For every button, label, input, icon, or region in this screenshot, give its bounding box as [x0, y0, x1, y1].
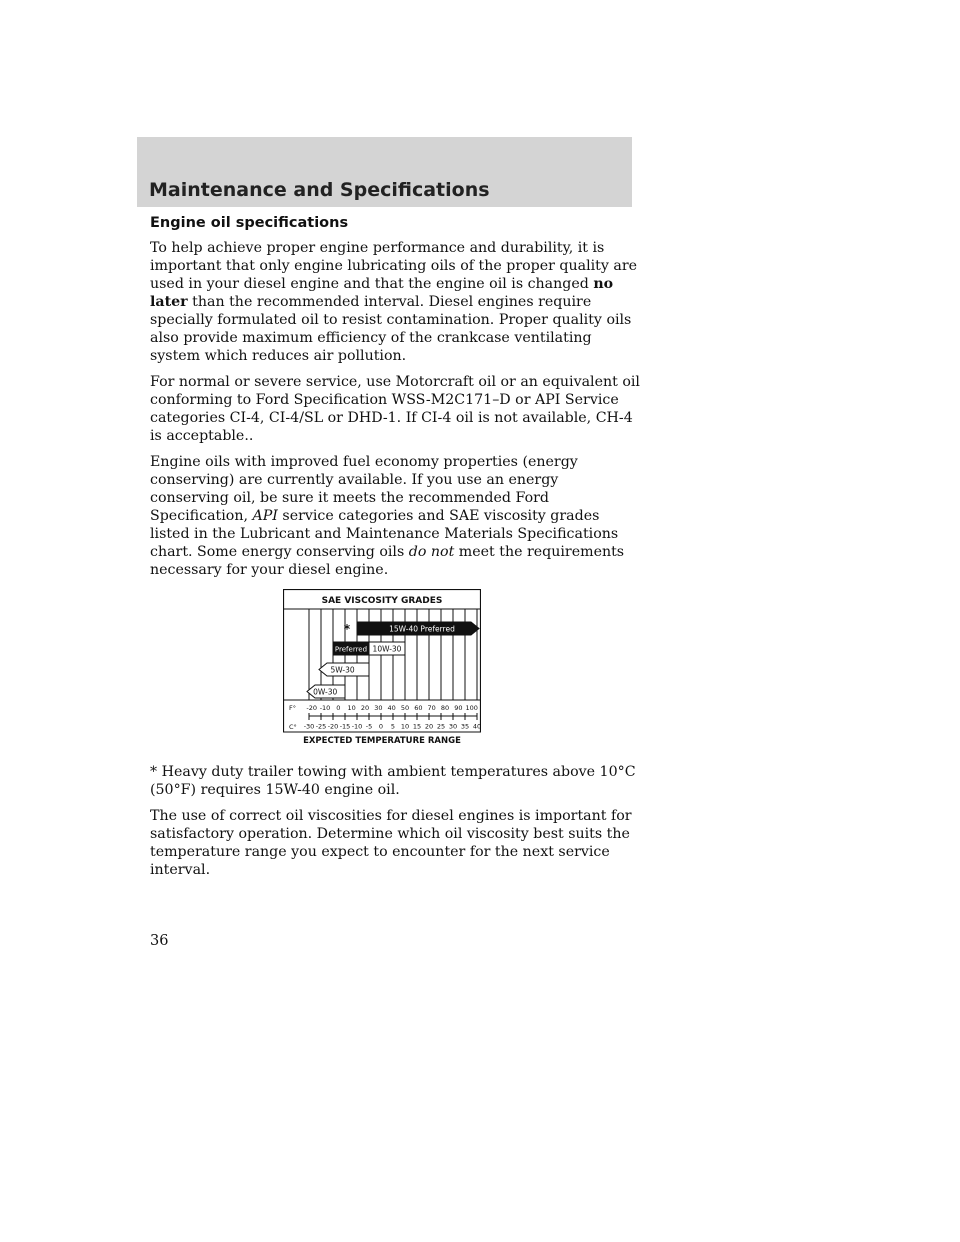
p3-italic-do-not: do not: [408, 544, 455, 560]
celsius-tick-label: 0: [378, 722, 384, 731]
paragraph-viscosity-choice: The use of correct oil viscosities for diesel engines is important for satisfactory operation. Determine which oil viscosity best suits the temperature range you expect to encounter for the next service interval.: [150, 808, 632, 878]
celsius-tick-label: -20: [327, 722, 339, 731]
header-band: [137, 137, 632, 207]
celsius-tick-label: 40: [472, 722, 481, 731]
fahrenheit-tick-label: -20: [306, 704, 317, 712]
celsius-tick-label: 5: [390, 722, 396, 731]
celsius-tick-label: -15: [339, 722, 351, 731]
paragraph-oil-quality: [150, 239, 640, 365]
celsius-tick-label: 30: [448, 722, 458, 731]
footnote: * Heavy duty trailer towing with ambient temperatures above 10°C (50°F) requires 15W-40 engine oil.: [150, 764, 636, 798]
page-number: 36: [150, 933, 169, 949]
fahrenheit-tick-label: 60: [414, 704, 423, 712]
fahrenheit-tick-label: 80: [440, 704, 450, 712]
celsius-tick-label: 10: [400, 722, 410, 731]
bar-label: 5W-30: [330, 665, 355, 675]
p1-bold-no-later: no later: [150, 276, 614, 310]
celsius-tick-label: 25: [436, 722, 446, 731]
p3-text-before: Engine oils with improved fuel economy properties (energy conserving) are currently available. If you use an energy conserving oil, be sure it meets the recommended Ford Specification,: [150, 454, 578, 524]
chart-title: SAE VISCOSITY GRADES: [321, 596, 443, 606]
fahrenheit-tick-label: 30: [374, 704, 383, 712]
fahrenheit-tick-label: 40: [387, 704, 396, 712]
celsius-tick-label: -10: [351, 722, 363, 731]
asterisk-marker: *: [343, 622, 351, 636]
fahrenheit-tick-label: 10: [347, 704, 356, 712]
celsius-tick-label: 15: [412, 722, 422, 731]
paragraph-energy-conserving: [150, 453, 640, 579]
section-heading: Engine oil specifications: [150, 215, 349, 231]
paragraph-oil-service: For normal or severe service, use Motorcraft oil or an equivalent oil conforming to Ford Specification WSS-M2C171–D or API Service categories CI-4, CI-4/SL or DHD-1. If CI-4 oil is not available, CH-4 is acceptable..: [150, 374, 640, 444]
celsius-tick-labels: [304, 723, 481, 731]
p3-text-after: meet the requirements necessary for your diesel engine.: [150, 544, 625, 578]
p1-text-after: than the recommended interval. Diesel engines require specially formulated oil to resist contamination. Proper quality oils also provide maximum efficiency of the crankcase ventilating system which reduces air pollution.: [150, 294, 632, 364]
fahrenheit-tick-label: 20: [360, 704, 370, 712]
fahrenheit-tick-label: 70: [427, 704, 436, 712]
celsius-tick-label: -30: [303, 722, 315, 731]
celsius-tick-label: 35: [460, 722, 470, 731]
chart-xlabel: EXPECTED TEMPERATURE RANGE: [303, 736, 461, 746]
celsius-label: C°: [289, 723, 297, 731]
fahrenheit-tick-label: 90: [454, 704, 463, 712]
celsius-tick-label: -5: [365, 722, 373, 731]
bar-label: 0W-30: [313, 687, 338, 697]
p3-italic-api: API: [252, 508, 278, 524]
bar-label: 10W-30: [372, 644, 402, 654]
celsius-tick-label: -25: [315, 722, 327, 731]
p3-text-middle: service categories and SAE viscosity grades listed in the Lubricant and Maintenance Materials Specifications chart. Some energy conserving oils: [150, 508, 619, 560]
fahrenheit-tick-label: 100: [465, 704, 478, 712]
fahrenheit-tick-label: 50: [400, 704, 410, 712]
celsius-tick-label: 20: [424, 722, 434, 731]
viscosity-chart: [283, 589, 481, 736]
main-content: [150, 215, 640, 887]
viscosity-chart-figure: [150, 589, 640, 749]
fahrenheit-label: F°: [289, 704, 296, 712]
bar-preferred-label: Preferred: [334, 645, 368, 654]
bar-label: 15W-40 Preferred: [389, 624, 455, 634]
p1-text-before: To help achieve proper engine performance and durability, it is important that only engine lubricating oils of the proper quality are used in your diesel engine and that the engine oil is changed: [150, 240, 638, 292]
page-header-title: Maintenance and Specifications: [149, 179, 490, 201]
fahrenheit-tick-label: 0: [336, 704, 341, 712]
fahrenheit-tick-label: -10: [319, 704, 331, 712]
chart-frame: [284, 590, 481, 736]
